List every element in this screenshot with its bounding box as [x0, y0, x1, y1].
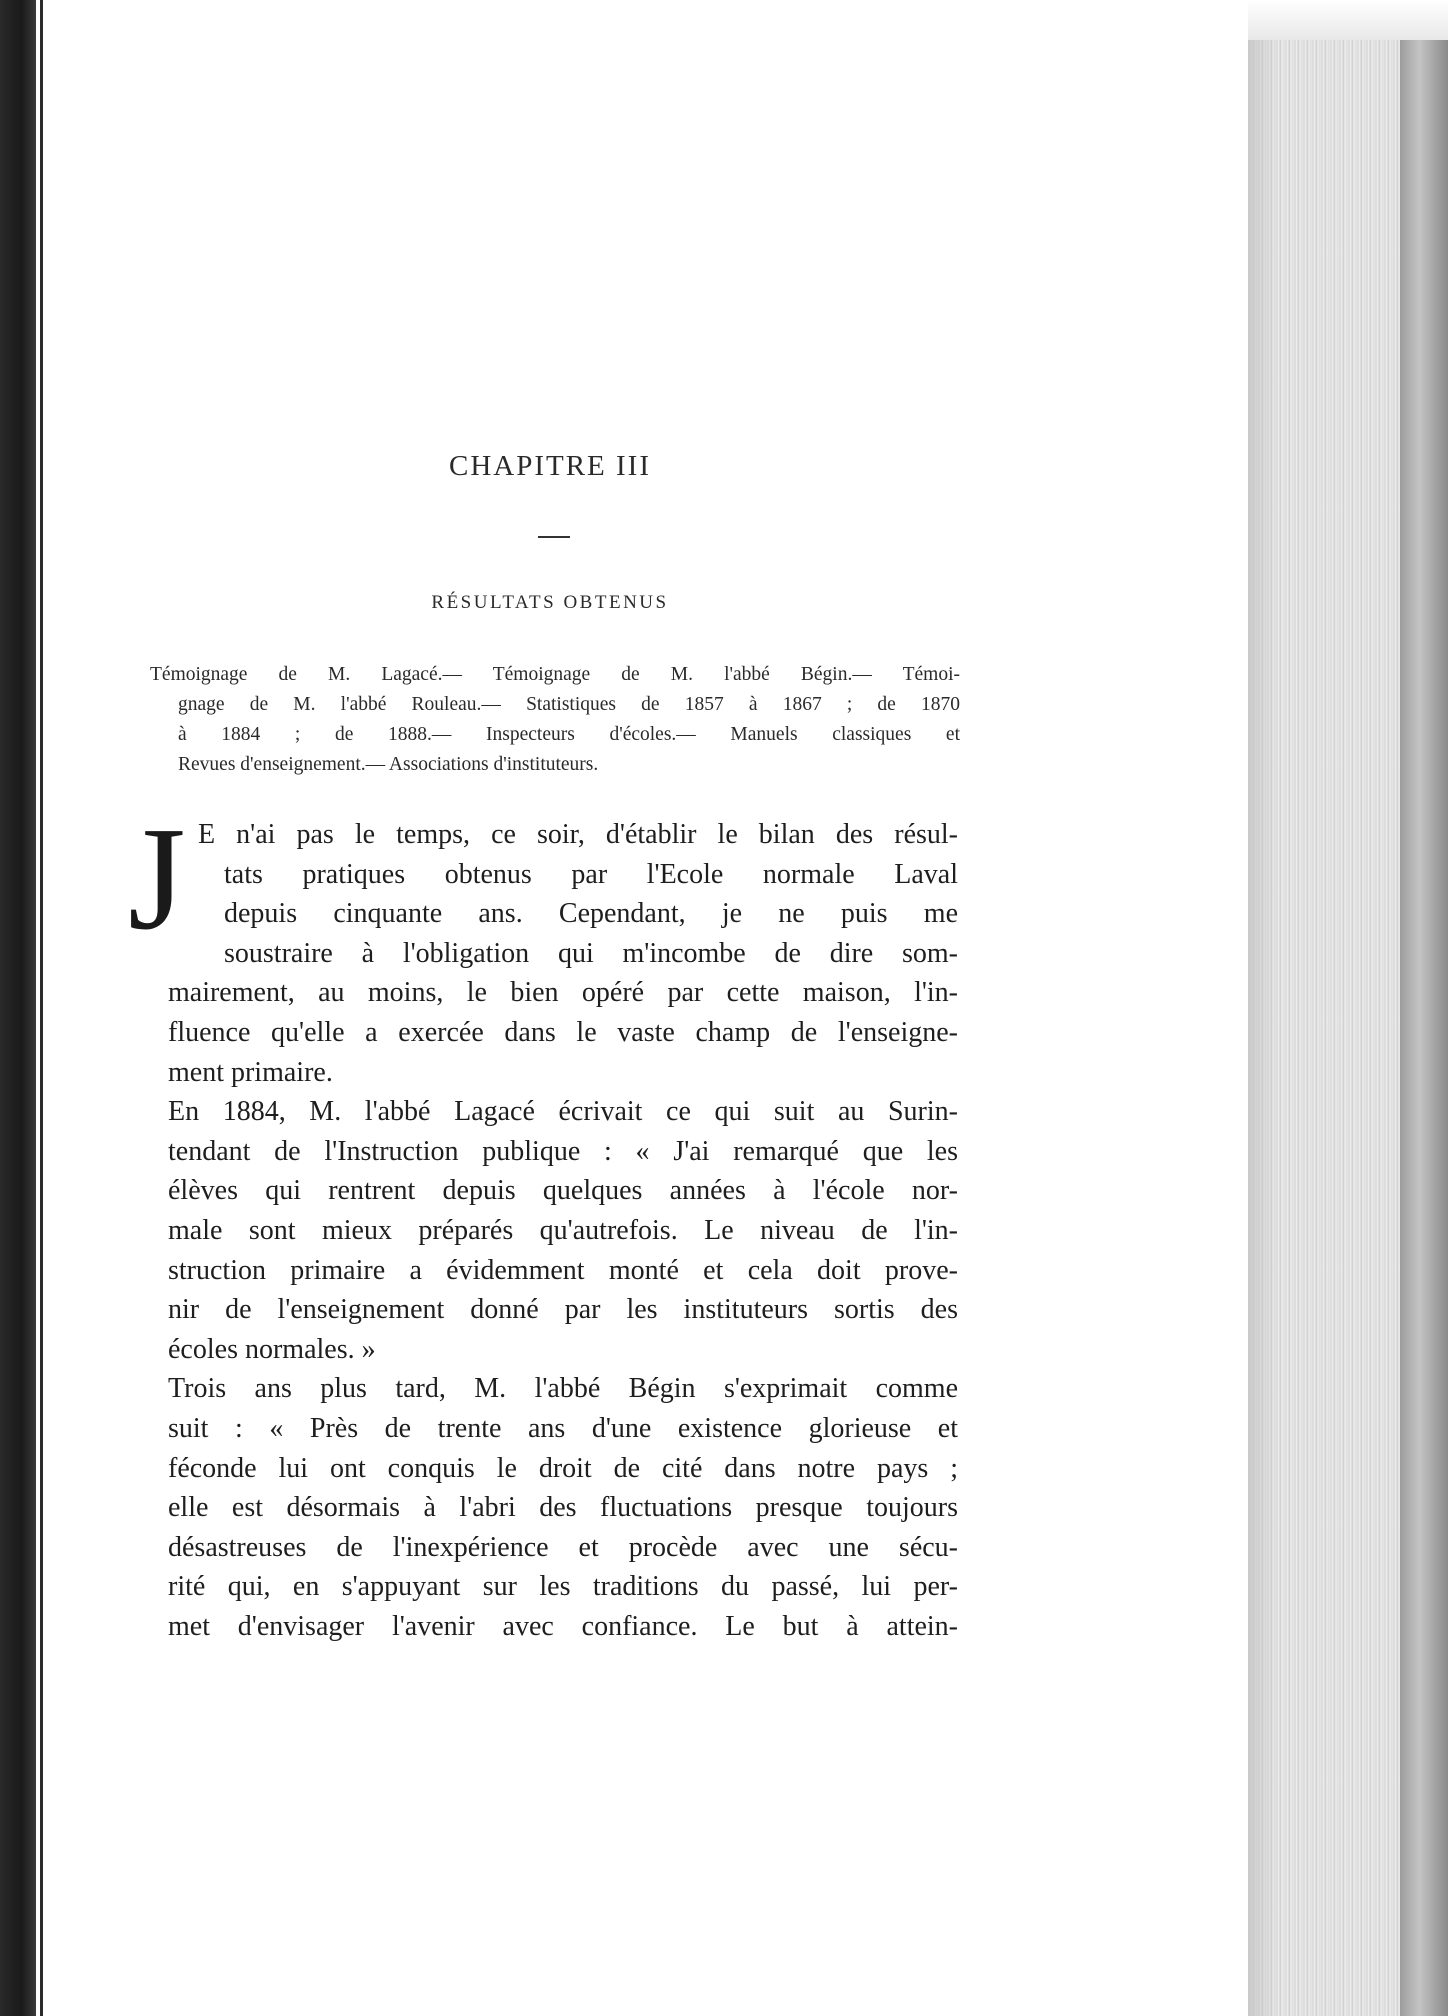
- body-line: féconde lui ont conquis le droit de cité dans notre pays ;: [168, 1452, 958, 1484]
- body-line: depuis cinquante ans. Cependant, je ne puis me: [224, 898, 958, 930]
- body-line: soustraire à l'obligation qui m'incombe de dire som-: [224, 937, 958, 969]
- drop-cap: J: [128, 797, 186, 961]
- body-text: [168, 815, 958, 1646]
- body-line: En 1884, M. l'abbé Lagacé écrivait ce qui suit au Surin-: [168, 1096, 958, 1128]
- body-line: elle est désormais à l'abri des fluctuations presque toujours: [168, 1492, 958, 1524]
- chapter-title: CHAPITRE III: [448, 450, 651, 482]
- body-line: désastreuses de l'inexpérience et procède avec une sécu-: [168, 1531, 958, 1563]
- body-line: suit : « Près de trente ans d'une existence glorieuse et: [168, 1412, 958, 1444]
- body-line: écoles normales. »: [168, 1333, 376, 1365]
- body-line: male sont mieux préparés qu'autrefois. Le niveau de l'in-: [168, 1214, 958, 1246]
- summary-line: à 1884 ; de 1888.— Inspecteurs d'écoles.— Manuels classiques et: [178, 724, 960, 745]
- body-line: tendant de l'Instruction publique : « J'ai remarqué que les: [168, 1135, 958, 1167]
- body-line: E n'ai pas le temps, ce soir, d'établir le bilan des résul-: [198, 819, 958, 850]
- body-line: fluence qu'elle a exercée dans le vaste champ de l'enseigne-: [168, 1016, 958, 1048]
- book-cover-edge: [1400, 40, 1448, 2016]
- left-page-edge: [0, 0, 36, 2016]
- body-line: struction primaire a évidemment monté et cela doit prove-: [168, 1254, 958, 1286]
- body-line: élèves qui rentrent depuis quelques années à l'école nor-: [168, 1175, 958, 1207]
- body-line: ment primaire.: [168, 1056, 333, 1088]
- body-line: mairement, au moins, le bien opéré par cette maison, l'in-: [168, 977, 958, 1009]
- chapter-rule: [538, 536, 570, 538]
- summary-line: gnage de M. l'abbé Rouleau.— Statistiques de 1857 à 1867 ; de 1870: [178, 694, 960, 715]
- body-line: rité qui, en s'appuyant sur les traditions du passé, lui per-: [168, 1571, 958, 1603]
- summary-line: Témoignage de M. Lagacé.— Témoignage de M. l'abbé Bégin.— Témoi-: [150, 664, 960, 685]
- gutter-line: [40, 0, 43, 2016]
- body-line: nir de l'enseignement donné par les instituteurs sortis des: [168, 1294, 958, 1326]
- chapter-summary: [150, 660, 960, 780]
- book-edge-shadow: [1248, 40, 1278, 2016]
- section-title: RÉSULTATS OBTENUS: [431, 592, 669, 613]
- book-top-shadow: [1248, 0, 1448, 40]
- summary-line: Revues d'enseignement.— Associations d'instituteurs.: [178, 754, 599, 775]
- body-line: Trois ans plus tard, M. l'abbé Bégin s'exprimait comme: [168, 1373, 958, 1405]
- body-line: tats pratiques obtenus par l'Ecole normale Laval: [224, 858, 958, 890]
- body-line: met d'envisager l'avenir avec confiance. Le but à attein-: [168, 1610, 958, 1642]
